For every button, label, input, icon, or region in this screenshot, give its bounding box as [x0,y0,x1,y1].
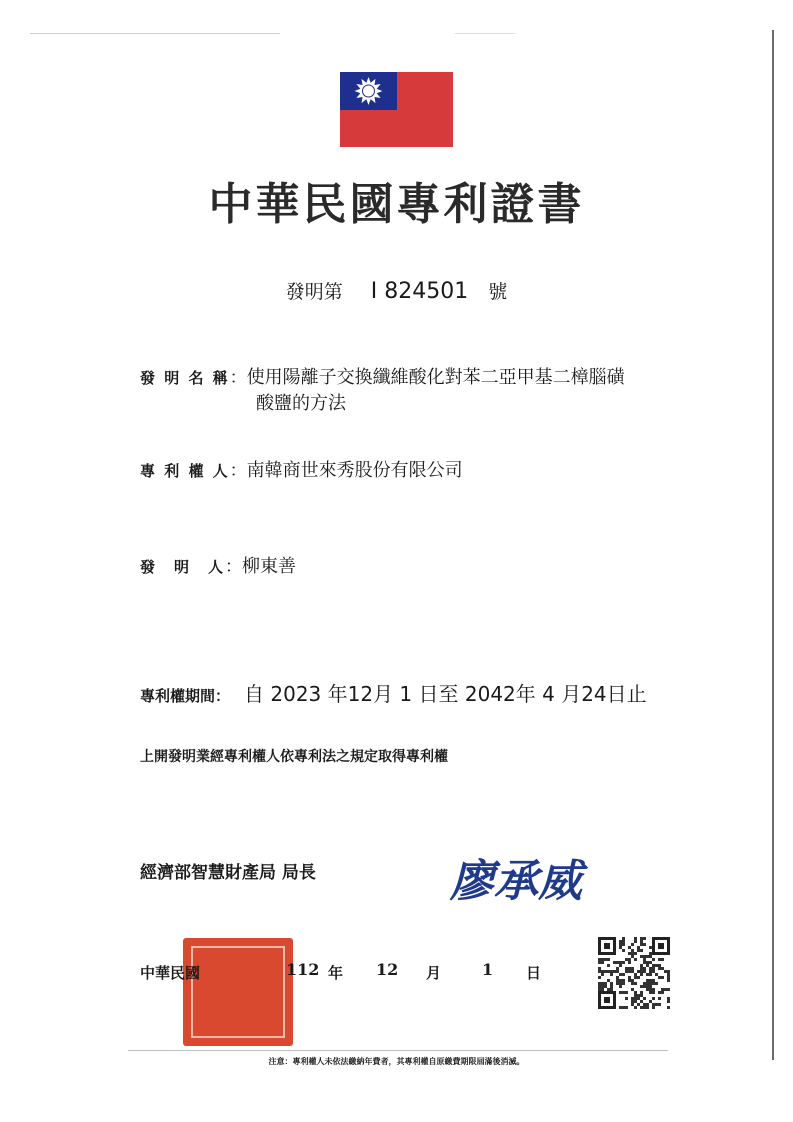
sun-emblem-icon [340,72,397,110]
declaration-text: 上開發明業經專利權人依專利法之規定取得專利權 [140,749,448,765]
certificate-title: 中華民國專利證書 [208,179,585,230]
issue-day-unit: 日 [526,964,542,982]
footer-note: 注意：專利權人未依法繳納年費者，其專利權自原繳費期限屆滿後消滅。 [268,1057,525,1066]
issue-day: 1 [482,960,494,979]
patent-number-suffix: 號 [488,281,508,303]
issue-era: 中華民國 [140,964,201,982]
patentee-value: 南韓商世來秀股份有限公司 [246,460,463,481]
footer-divider [128,1050,668,1051]
patentee-row [140,456,463,482]
invention-name-line1: 使用陽離子交換纖維酸化對苯二亞甲基二樟腦磺 [246,367,625,388]
patentee-label: 專 利 權 人 [140,462,230,480]
invention-name-line2: 酸鹽的方法 [256,393,346,414]
scan-artifact-line [455,33,515,34]
invention-name-row [140,363,625,389]
patent-number: I 824501 [370,279,469,304]
qr-code [597,936,671,1010]
director-signature [446,848,626,908]
patent-number-prefix: 發明第 [285,281,343,303]
official-seal [183,938,293,1046]
patent-term-row [140,678,647,707]
flag-canton [340,72,397,110]
separator: ： [225,557,243,577]
issue-year-unit: 年 [328,964,344,982]
issue-month-unit: 月 [426,964,442,982]
separator: ： [229,461,247,481]
issue-year: 112 [286,960,320,979]
issuer-title: 經濟部智慧財產局 局長 [140,863,316,883]
inventor-value: 柳東善 [242,556,297,577]
issue-month: 12 [376,960,399,979]
national-flag [340,72,453,147]
separator: ： [229,368,247,388]
inventor-label: 發 明 人 [140,558,226,576]
patent-term-value: 自 2023 年12月 1 日至 2042年 4 月24日止 [244,682,647,706]
issue-date [140,960,542,983]
patent-term-label: 專利權期間： [140,687,231,705]
seal-border [191,946,285,1038]
signature-text: 廖承威 [450,856,582,907]
inventor-row [140,552,296,578]
scan-artifact-line [30,33,280,34]
invention-name-label: 發 明 名 稱 [140,369,230,387]
patent-number-line [0,277,793,304]
